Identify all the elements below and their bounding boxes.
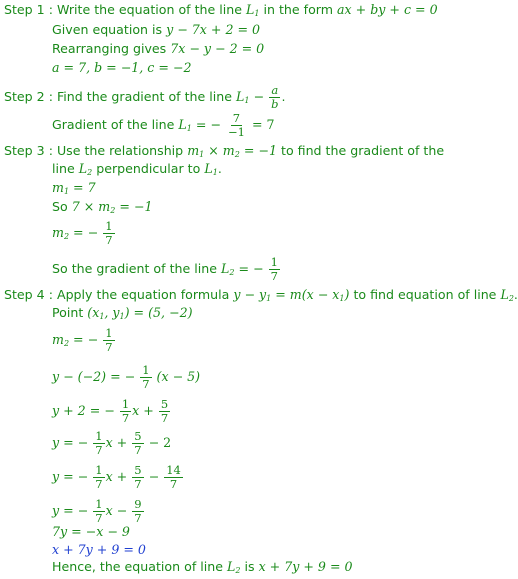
step-2-heading: Step 2 : Find the gradient of the line $L_1$ − $\frac{a}{b}$ . — [4, 83, 286, 111]
step-4-conclusion: Hence, the equation of line $L_2$ is x + 7y + 9 = 0 — [52, 559, 353, 575]
step-4-isolate: y = − $\frac{1}{7}$ x + $\frac{5}{7}$ − 2 — [52, 429, 172, 457]
step-3-heading-cont: line $L_2$ perpendicular to $L_1$. — [52, 161, 222, 177]
fraction-a-over-b: $\frac{a}{b}$ — [271, 83, 279, 111]
step-3-heading: Step 3 : Use the relationship $m_1 \times m_2 = -1$ to find the gradient of the — [4, 143, 445, 159]
step-4-point: Point ($x_1$, $y_1) = (5$, −2) — [52, 305, 193, 321]
fraction-1-over-7: $\frac{1}{7}$ — [95, 497, 103, 525]
fraction-5-over-7: $\frac{5}{7}$ — [160, 397, 169, 425]
step-1-coefficients: a = 7, b = −1, c = −2 — [52, 60, 192, 75]
fraction-1-over-7: $\frac{1}{7}$ — [105, 219, 113, 247]
fraction-5-over-7: $\frac{5}{7}$ — [134, 463, 142, 491]
fraction-1-over-7: $\frac{1}{7}$ — [95, 429, 103, 457]
step-1-rearranging: Rearranging gives 7x − y − 2 = 0 — [52, 41, 265, 56]
step-1-given: Given equation is y − 7x + 2 = 0 — [52, 22, 261, 37]
fraction-7-over-minus-1: $\frac{7}{-1}$ — [227, 111, 245, 139]
fraction-1-over-7: $\frac{1}{7}$ — [105, 326, 113, 354]
fraction-1-over-7: $\frac{1}{7}$ — [142, 363, 150, 391]
fraction-14-over-7: $\frac{14}{7}$ — [166, 463, 181, 491]
fraction-5-over-7: $\frac{5}{7}$ — [134, 429, 142, 457]
fraction-1-over-7: $\frac{1}{7}$ — [121, 397, 130, 425]
step-3-conclusion: So the gradient of the line $L_2$ = − $\frac{1}{7}$ — [52, 255, 278, 283]
final-equation-highlight: x + 7y + 9 = 0 — [52, 542, 146, 557]
step-3-m1: $m_1 = 7$ — [52, 180, 96, 196]
step-4-point-slope: y − (−2) = − $\frac{1}{7}$ (x − 5) — [52, 363, 201, 391]
step-4-multiply: 7y = −x − 9 — [52, 524, 130, 539]
step-3-so-eq: So $7 \times m_2 = -1$ — [52, 199, 153, 215]
fraction-1-over-7: $\frac{1}{7}$ — [270, 255, 278, 283]
step-3-m2: $m_2$ = − $\frac{1}{7}$ — [52, 219, 113, 247]
step-4-m2: $m_2$ = − $\frac{1}{7}$ — [52, 326, 113, 354]
step-2-gradient: Gradient of the line $L_1$ = − $\frac{7}{-1}$ = 7 — [52, 111, 275, 139]
step-4-simplify: y = − $\frac{1}{7}$ x − $\frac{9}{7}$ — [52, 497, 142, 525]
step-4-common-denominator: y = − $\frac{1}{7}$ x + $\frac{5}{7}$ − $\frac{14}{7}$ — [52, 463, 181, 491]
step-1-heading: Step 1 : Write the equation of the line $L_1$ in the form ax + by + c = 0 — [4, 2, 438, 18]
step-4-heading: Step 4 : Apply the equation formula $y - y_1 = m(x - x_1)$ to find equation of line $L_2$. — [4, 287, 518, 303]
fraction-1-over-7: $\frac{1}{7}$ — [95, 463, 103, 491]
fraction-9-over-7: $\frac{9}{7}$ — [134, 497, 142, 525]
step-4-expand: y + 2 = − $\frac{1}{7}$ x + $\frac{5}{7}$ — [52, 397, 169, 425]
